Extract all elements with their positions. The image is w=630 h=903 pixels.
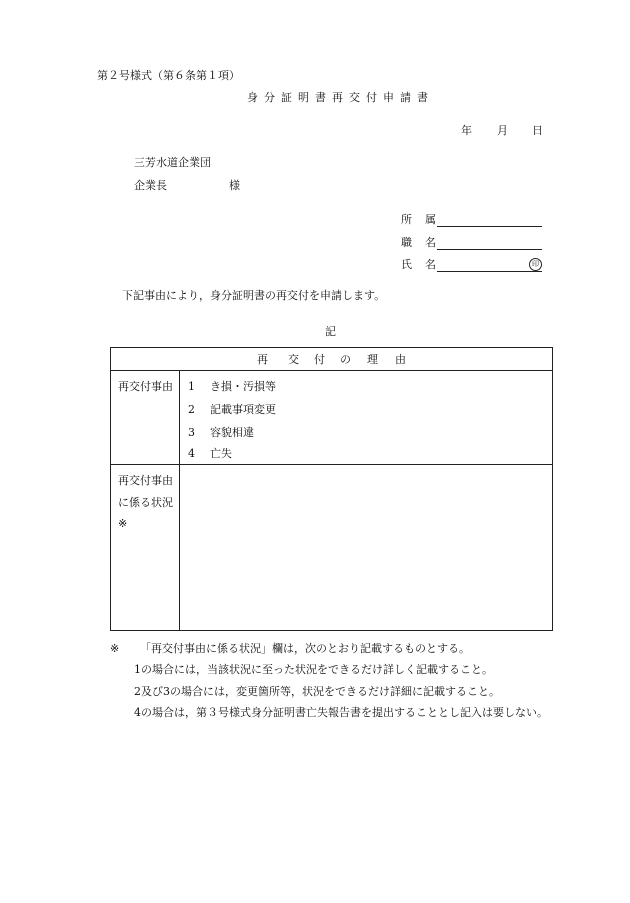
- header-char: 由: [395, 353, 406, 366]
- title-char: 書: [315, 91, 326, 104]
- title-char: 明: [298, 91, 309, 104]
- title-char: 書: [417, 91, 428, 104]
- reason-number: 4: [188, 447, 195, 460]
- job-title-label-char: 職: [401, 236, 412, 249]
- header-char: の: [340, 353, 351, 366]
- addressee-position: 企業長: [134, 179, 167, 192]
- header-char: 交: [288, 353, 299, 366]
- seal-mark: 印: [529, 258, 542, 271]
- affiliation-label-char: 所: [401, 213, 412, 226]
- addressee-organization: 三芳水道企業団: [134, 156, 211, 169]
- job-title-field[interactable]: [437, 249, 542, 250]
- name-label-char: 氏: [401, 258, 412, 271]
- reason-number: 2: [188, 403, 195, 416]
- header-char: 付: [314, 353, 325, 366]
- request-text: 下記事由により，身分証明書の再交付を申請します。: [122, 289, 386, 302]
- job-title-label-char: 名: [425, 236, 436, 249]
- reason-text: 亡失: [210, 447, 232, 460]
- situation-label-line: に係る状況: [118, 496, 173, 509]
- title-char: 申: [383, 91, 394, 104]
- table-divider: [179, 370, 180, 630]
- reason-text: き損・汚損等: [210, 380, 276, 393]
- title-char: 分: [264, 91, 275, 104]
- date-year: 年: [461, 124, 472, 137]
- reason-text: 記載事項変更: [210, 403, 276, 416]
- reason-table: [110, 347, 553, 631]
- situation-label-line: ※: [118, 517, 128, 530]
- date-month: 月: [497, 124, 508, 137]
- title-char: 付: [366, 91, 377, 104]
- title-char: 身: [247, 91, 258, 104]
- reason-number: 3: [188, 426, 195, 439]
- situation-input-area[interactable]: [181, 466, 550, 628]
- header-char: 再: [257, 353, 268, 366]
- header-char: 理: [367, 353, 378, 366]
- title-char: 請: [400, 91, 411, 104]
- note-main: 「再交付事由に係る状況」欄は，次のとおり記載するものとする。: [140, 642, 470, 655]
- title-char: 交: [349, 91, 360, 104]
- addressee-honorific: 様: [229, 179, 240, 192]
- reason-row-label: 再交付事由: [118, 380, 173, 393]
- name-label-char: 名: [425, 258, 436, 271]
- situation-label-line: 再交付事由: [118, 474, 173, 487]
- table-divider: [111, 464, 552, 465]
- affiliation-label-char: 属: [425, 213, 436, 226]
- name-field[interactable]: [437, 271, 542, 272]
- affiliation-field[interactable]: [437, 226, 542, 227]
- note-item: 1の場合には，当該状況に至った状況をできるだけ詳しく記載すること。: [134, 663, 493, 676]
- reason-text: 容貌相違: [210, 426, 254, 439]
- table-divider: [111, 370, 552, 371]
- form-number: 第２号様式（第６条第１項）: [97, 69, 240, 82]
- title-char: 証: [281, 91, 292, 104]
- ki-heading: 記: [325, 325, 336, 338]
- date-day: 日: [532, 124, 543, 137]
- note-mark: ※: [110, 642, 120, 655]
- title-char: 再: [332, 91, 343, 104]
- note-item: 4の場合は，第３号様式身分証明書亡失報告書を提出することとし記入は要しない。: [134, 706, 548, 719]
- reason-number: 1: [188, 380, 195, 393]
- note-item: 2及び3の場合には，変更箇所等，状況をできるだけ詳細に記載すること。: [134, 685, 500, 698]
